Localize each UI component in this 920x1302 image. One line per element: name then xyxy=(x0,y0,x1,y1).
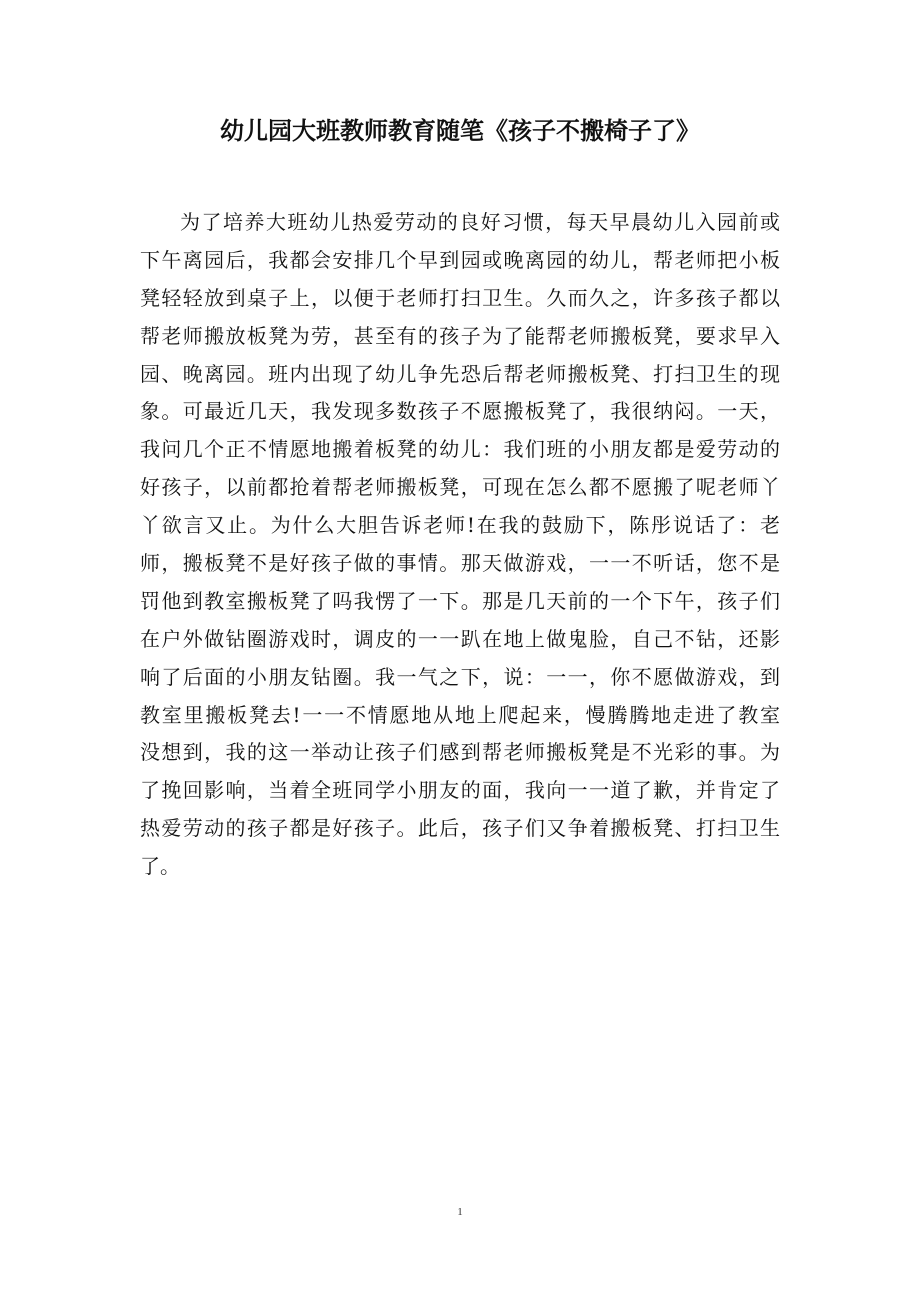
paragraph-line: 师，搬板凳不是好孩子做的事情。那天做游戏，一一不听话，您不是 xyxy=(140,551,780,576)
paragraph-line: 在户外做钻圈游戏时，调皮的一一趴在地上做鬼脸，自己不钻，还影 xyxy=(140,626,780,651)
paragraph-line: 为了培养大班幼儿热爱劳动的良好习惯，每天早晨幼儿入园前或 xyxy=(180,210,780,234)
paragraph-line: 我问几个正不情愿地搬着板凳的幼儿：我们班的小朋友都是爱劳动的 xyxy=(140,437,780,462)
document-title: 幼儿园大班教师教育随笔《孩子不搬椅子了》 xyxy=(220,116,700,145)
paragraph-line: 响了后面的小朋友钻圈。我一气之下，说：一一，你不愿做游戏，到 xyxy=(140,664,780,689)
paragraph-line: 帮老师搬放板凳为劳，甚至有的孩子为了能帮老师搬板凳，要求早入 xyxy=(140,323,780,348)
paragraph-line: 热爱劳动的孩子都是好孩子。此后，孩子们又争着搬板凳、打扫卫生 xyxy=(140,816,780,841)
paragraph-line: 下午离园后，我都会安排几个早到园或晚离园的幼儿，帮老师把小板 xyxy=(140,247,780,272)
paragraph-line: 教室里搬板凳去!一一不情愿地从地上爬起来，慢腾腾地走进了教室 xyxy=(140,702,780,727)
page-number: 1 xyxy=(457,1206,463,1218)
paragraph-line: 凳轻轻放到桌子上，以便于老师打扫卫生。久而久之，许多孩子都以 xyxy=(140,285,780,310)
paragraph-line: 了。 xyxy=(140,854,180,879)
essay-paragraph xyxy=(140,204,780,886)
paragraph-line: 园、晚离园。班内出现了幼儿争先恐后帮老师搬板凳、打扫卫生的现 xyxy=(140,361,780,386)
paragraph-line: 好孩子，以前都抢着帮老师搬板凳，可现在怎么都不愿搬了呢老师丫 xyxy=(140,475,780,500)
paragraph-line: 罚他到教室搬板凳了吗我愣了一下。那是几天前的一个下午，孩子们 xyxy=(140,588,780,613)
paragraph-line: 丫欲言又止。为什么大胆告诉老师!在我的鼓励下，陈彤说话了：老 xyxy=(140,513,780,538)
paragraph-line: 象。可最近几天，我发现多数孩子不愿搬板凳了，我很纳闷。一天， xyxy=(140,399,780,424)
paragraph-line: 没想到，我的这一举动让孩子们感到帮老师搬板凳是不光彩的事。为 xyxy=(140,740,780,765)
paragraph-line: 了挽回影响，当着全班同学小朋友的面，我向一一道了歉，并肯定了 xyxy=(140,778,780,803)
